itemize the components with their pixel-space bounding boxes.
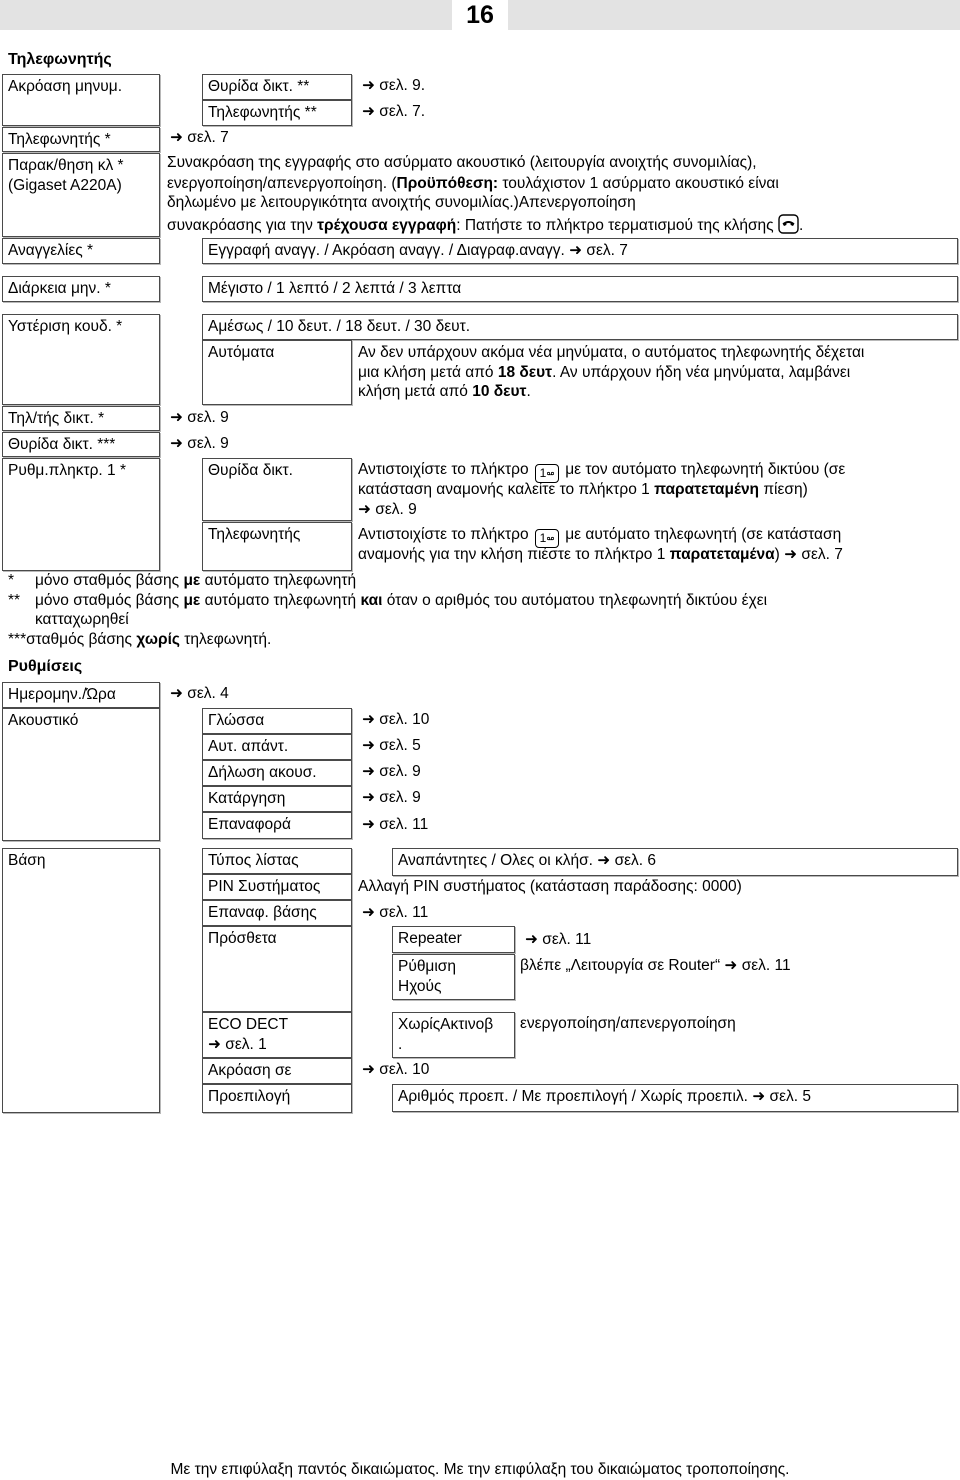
menu-label: Διάρκεια μην. * (8, 280, 111, 297)
page-ref: ➜ σελ. 7 (170, 129, 229, 146)
footnote-text (8, 630, 271, 650)
page-ref: ➜ σελ. 9 (362, 789, 421, 806)
submenu-label: Γλώσσα (208, 712, 265, 729)
menu-label: Ρυθμ.πληκτρ. 1 * (8, 462, 126, 479)
text-bold: χωρίς (136, 631, 180, 648)
text: αυτόματο τηλεφωνητή (200, 592, 361, 609)
submenu-label: Κατάργηση (208, 790, 286, 807)
submenu-auto-answer (202, 734, 352, 760)
menu-call-screening (2, 153, 160, 237)
key-1-label: 1 (539, 531, 547, 545)
menu-label: Θυρίδα δικτ. *** (8, 436, 116, 453)
menu-message-duration (2, 276, 160, 302)
menu-handset (2, 708, 160, 841)
text: αναμονής για την κλήση πιέστε το πλήκτρο 1 (358, 546, 670, 563)
option-repeater (392, 926, 515, 953)
options-text: Αριθμός προεπ. / Με προεπιλογή / Χωρίς προεπιλ. ➜ σελ. 5 (398, 1088, 812, 1105)
page-ref: ➜ σελ. 9 (170, 409, 229, 426)
submenu-network-mailbox (202, 74, 352, 100)
submenu-label: Τηλεφωνητής ** (208, 104, 317, 121)
menu-network-answering-machine (2, 406, 160, 431)
text: ) ➜ σελ. 7 (774, 546, 843, 563)
text: σταθμός βάσης (26, 631, 137, 648)
submenu-answering-machine (202, 522, 352, 571)
description-line: Συνακρόαση της εγγραφής στο ασύρματο ακουστικό (λειτουργία ανοιχτής συνομιλίας), (167, 154, 757, 171)
footnote-text-continued: κατταχωρηθεί (35, 611, 129, 628)
option-label: Repeater (398, 930, 462, 947)
text-bold: και (360, 592, 383, 609)
menu-label: Ακουστικό (8, 712, 79, 729)
menu-label: Παρακ/θηση κλ * (8, 157, 124, 174)
option-label: . (398, 1036, 403, 1053)
text: όταν ο αριθμός του αυτόματου τηλεφωνητή δικτύου έχει (382, 592, 768, 609)
text: μόνο σταθμός βάσης (35, 592, 184, 609)
text: Αντιστοιχίστε το πλήκτρο (358, 526, 533, 543)
footnote-mark: ** (8, 592, 21, 609)
text: με τον αυτόματο τηλεφωνητή δικτύου (σε (560, 461, 846, 478)
menu-label: Ημερομην./Ώρα (8, 686, 116, 703)
page-ref: ➜ σελ. 7. (362, 103, 426, 120)
text: τουλάχιστον 1 ασύρματο ακουστικό είναι (498, 175, 779, 192)
option-label: Ηχούς (398, 978, 442, 995)
menu-label: Αναγγελίες * (8, 242, 94, 259)
options-ring-delay (202, 314, 958, 340)
page-ref: ➜ σελ. 11 (525, 931, 592, 948)
submenu-label: PIN Συστήματος (208, 878, 321, 895)
menu-label: Βάση (8, 852, 46, 869)
text: πίεση) (759, 481, 808, 498)
text-bold: 18 δευτ (497, 364, 553, 381)
submenu-network-mailbox (202, 458, 352, 521)
options-message-duration (202, 276, 958, 302)
key-1-label: 1 (539, 466, 547, 480)
description-line (358, 382, 531, 402)
description-line (358, 480, 808, 500)
submenu-list-type (202, 848, 352, 874)
page-ref: ➜ σελ. 10 (362, 1061, 430, 1078)
submenu-label: Επαναφορά (208, 816, 291, 833)
description-line: Αν δεν υπάρχουν ακόμα νέα μηνύματα, ο αυτόματος τηλεφωνητής δέχεται (358, 344, 865, 361)
options-announcements (202, 238, 958, 264)
submenu-register-handset (202, 760, 352, 786)
submenu-label: Αυτόματα (208, 344, 275, 361)
menu-label-model: (Gigaset A220A) (8, 177, 122, 194)
text: με αυτόματο τηλεφωνητή (σε κατάσταση (560, 526, 842, 543)
page-ref: ➜ σελ. 10 (362, 711, 430, 728)
submenu-label: Αυτ. απάντ. (208, 738, 289, 755)
description-line (167, 214, 803, 240)
footer-copyright: Με την επιφύλαξη παντός δικαιώματος. Με την επιφύλαξη του δικαιώματος τροποποίησης. (170, 1461, 790, 1478)
page-ref: ➜ σελ. 9 (170, 435, 229, 452)
submenu-label: ECO DECT (208, 1016, 289, 1033)
submenu-label: Επαναφ. βάσης (208, 904, 317, 921)
text-bold: με (183, 572, 201, 589)
submenu-answering-machine (202, 100, 352, 126)
options-text: Αμέσως / 10 δευτ. / 18 δευτ. / 30 δευτ. (208, 318, 471, 335)
submenu-deregister (202, 786, 352, 812)
submenu-label: Προεπιλογή (208, 1088, 291, 1105)
menu-date-time (2, 682, 160, 708)
text: ενεργοποίηση/απενεργοποίηση. ( (167, 175, 397, 192)
page-ref: ➜ σελ. 11 (362, 904, 429, 921)
menu-key-1-setting (2, 458, 160, 571)
page-ref: ➜ σελ. 5 (362, 737, 421, 754)
end-call-key-icon (778, 214, 799, 240)
menu-base (2, 848, 160, 1113)
options-prefix (392, 1084, 958, 1112)
text: . (798, 217, 804, 234)
option-label: Ρύθμιση (398, 958, 456, 975)
option-echo-setting (392, 954, 515, 1000)
text: μόνο σταθμός βάσης (35, 572, 184, 589)
text: . (526, 383, 531, 400)
description-line: δηλωμένο με λειτουργικότητα ανοιχτής συνομιλίας.)Απενεργοποίηση (167, 194, 636, 211)
description-line (167, 174, 779, 194)
menu-label: Τηλεφωνητής * (8, 131, 111, 148)
description-line: ενεργοποίηση/απενεργοποίηση (520, 1015, 736, 1032)
submenu-language (202, 708, 352, 734)
description-line (358, 545, 843, 565)
submenu-automatic (202, 340, 352, 405)
text: συνακρόασης για την (167, 217, 318, 234)
submenu-reset (202, 812, 352, 839)
submenu-label: Ακρόαση σε (208, 1062, 292, 1079)
options-text: Εγγραφή αναγγ. / Ακρόαση αναγγ. / Διαγραφ.αναγγ. ➜ σελ. 7 (208, 242, 628, 259)
text: τηλεφωνητή. (179, 631, 272, 648)
footnote-text (35, 571, 356, 591)
description-line: Αλλαγή PIN συστήματος (κατάσταση παράδοσης: 0000) (358, 878, 742, 895)
text-bold: τρέχουσα εγγραφή (317, 217, 457, 234)
submenu-label: Πρόσθετα (208, 930, 277, 947)
section-title-settings: Ρυθμίσεις (8, 658, 83, 675)
option-no-radiation (392, 1012, 515, 1058)
submenu-prefix (202, 1084, 352, 1113)
footnote-mark: *** (8, 631, 27, 648)
text: . Αν υπάρχουν ήδη νέα μηνύματα, λαμβάνει (552, 364, 851, 381)
page-ref: ➜ σελ. 9 (358, 501, 417, 518)
footnote-text (35, 591, 767, 611)
options-text: Μέγιστο / 1 λεπτό / 2 λεπτά / 3 λεπτα (208, 280, 462, 297)
menu-label: Ακρόαση μηνυμ. (8, 78, 122, 95)
menu-answering-machine (2, 127, 160, 152)
submenu-listen-in (202, 1058, 352, 1084)
menu-ring-delay (2, 314, 160, 405)
footnote-mark: * (8, 572, 15, 589)
option-label: ΧωρίςΑκτινοβ (398, 1016, 494, 1033)
page-ref: ➜ σελ. 9. (362, 77, 426, 94)
description-line (358, 363, 850, 383)
submenu-extras (202, 926, 352, 1012)
submenu-eco-dect (202, 1012, 352, 1058)
menu-listen-messages (2, 74, 160, 126)
section-title-answering-machine: Τηλεφωνητής (8, 51, 112, 68)
page-ref: ➜ σελ. 1 (208, 1036, 267, 1053)
description-line: βλέπε „Λειτουργία σε Router“ ➜ σελ. 11 (520, 957, 791, 974)
submenu-system-pin (202, 874, 352, 900)
page-ref: ➜ σελ. 4 (170, 685, 229, 702)
page-number: 16 (452, 0, 508, 30)
text: Αντιστοιχίστε το πλήκτρο (358, 461, 533, 478)
menu-network-mailbox (2, 432, 160, 457)
menu-announcements (2, 238, 160, 264)
text-bold: 10 δευτ (472, 383, 527, 400)
page-ref: ➜ σελ. 9 (362, 763, 421, 780)
menu-label: Υστέριση κουδ. * (8, 318, 123, 335)
text: κατάσταση αναμονής καλείτε το πλήκτρο 1 (358, 481, 655, 498)
submenu-label: Τύπος λίστας (208, 852, 299, 869)
text-bold: Προϋπόθεση: (396, 175, 499, 192)
submenu-label: Θυρίδα δικτ. ** (208, 78, 310, 95)
options-list-type (392, 848, 958, 876)
submenu-base-reset (202, 900, 352, 926)
submenu-label: Θυρίδα δικτ. (208, 462, 293, 479)
text-bold: παρατεταμένα (669, 546, 775, 563)
menu-label: Τηλ/τής δικτ. * (8, 410, 105, 427)
options-text: Αναπάντητες / Ολες οι κλήσ. ➜ σελ. 6 (398, 852, 657, 869)
text-bold: με (183, 592, 201, 609)
submenu-label: Τηλεφωνητής (208, 526, 301, 543)
text-bold: παρατεταμένη (654, 481, 760, 498)
text: αυτόματο τηλεφωνητή (200, 572, 357, 589)
submenu-label: Δήλωση ακουσ. (208, 764, 317, 781)
text: μια κλήση μετά από (358, 364, 498, 381)
page-ref: ➜ σελ. 11 (362, 816, 429, 833)
text: : Πατήστε το πλήκτρο τερματισμού της κλήσης (456, 217, 778, 234)
text: κλήση μετά από (358, 383, 473, 400)
